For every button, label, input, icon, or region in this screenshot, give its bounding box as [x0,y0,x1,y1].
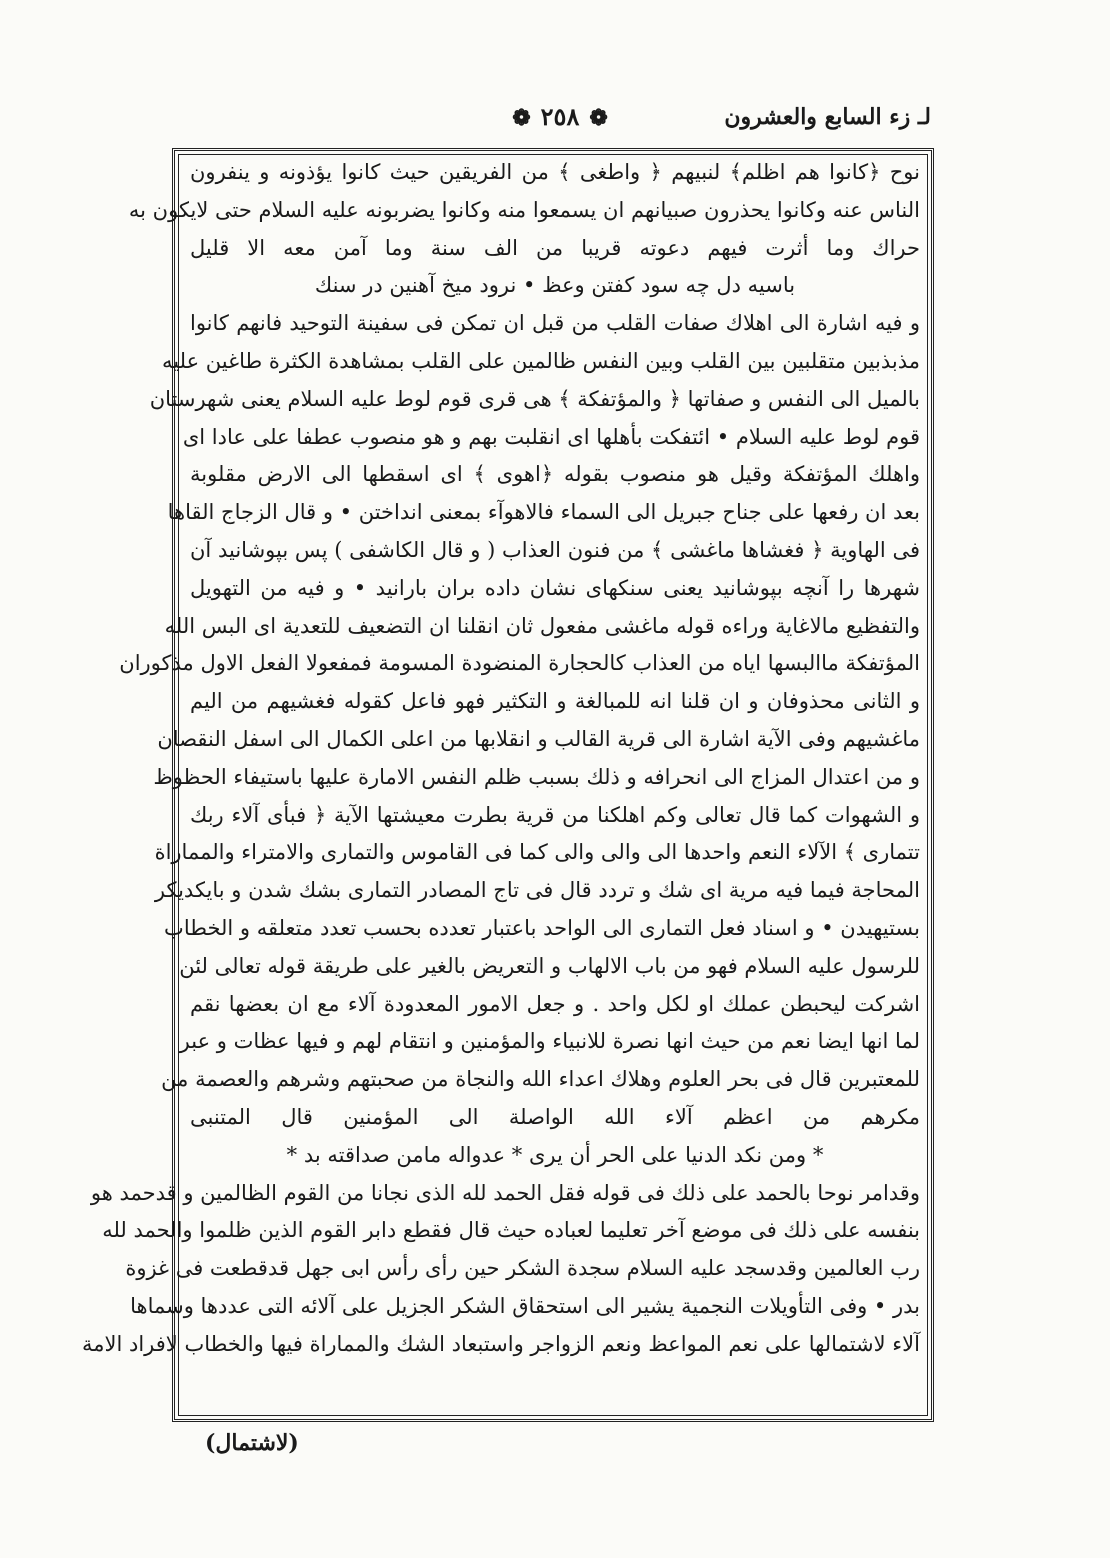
text-line: لما انها ايضا نعم من حيث انها نصرة للانبياء والمؤمنين و انتقام لهم و فيها عظات و عبر [179,1029,920,1054]
text-line: فى الهاوية ﴿ فغشاها ماغشى ﴾ من فنون العذاب ( و قال الكاشفى ) پس بپوشانيد آن [190,537,920,562]
text-line: للمعتبرين قال فى بحر العلوم وهلاك اعداء الله والنجاة من صحبتهم وشرهم والعصمة من [161,1067,920,1092]
text-line: وقدامر نوحا بالحمد على ذلك فى قوله فقل الحمد لله الذى نجانا من القوم الظالمين و قدحمد هو [90,1180,920,1205]
text-line: واهلك المؤتفكة وقيل هو منصوب بقوله ﴿اهوى ﴾ اى اسقطها الى الارض مقلوبة [190,462,920,487]
page-header [175,104,935,144]
text-line: آلاء لاشتمالها على نعم المواعظ ونعم الزواجر واستبعاد الشك والمماراة فيها والخطاب لافراد الامة [81,1331,920,1356]
text-line: المحاجة فيما فيه مرية اى شك و تردد قال فى تاج المصادر التمارى بشك شدن و بايكديكر [154,878,920,903]
text-line: قوم لوط عليه السلام • ائتفكت بأهلها اى انقلبت بهم و هو منصوب عطفا على عادا اى [182,424,920,449]
text-line: مذبذبين متقلبين بين القلب وبين النفس ظالمين على القلب بمشاهدة الكثرة طاغين عليه [162,348,920,373]
text-line: بعد ان رفعها على جناح جبريل الى السماء فالاهوآء بمعنى انداختن • و قال الزجاج القاها [167,500,920,525]
ornament-left-icon: ❁ [589,105,608,131]
text-line: و الثانى محذوفان و ان قلنا انه للمبالغة و التكثير فهو فاعل كقوله فغشيهم من اليم [190,689,920,714]
running-title: لـ زء السابع والعشرون [724,104,931,130]
body-text [81,154,920,1416]
text-line: المؤتفكة ماالبسها اياه من العذاب كالحجارة المنضودة المسومة فمفعولا الفعل الاول مذكوران [119,651,920,676]
page-number: ٢٥٨ [540,102,580,131]
text-line: بدر • وفى التأويلات النجمية يشير الى استحقاق الشكر الجزيل على آلائه التى عددها وسماها [130,1293,920,1318]
verse-line: باسيه دل چه سود كفتن وعظ • نرود ميخ آهنين در سنك [314,273,796,298]
text-line: تتمارى ﴾ الآلاء النعم واحدها الى والى والى كما فى القاموس والتمارى والامتراء والمماراة [154,840,920,865]
text-line: اشركت ليحبطن عملك او لكل واحد . و جعل الامور المعدودة آلاء مع ان بعضها نقم [190,991,920,1016]
text-line: نوح ﴿كانوا هم اظلم﴾ لنبيهم ﴿ واطغى ﴾ من الفريقين حيث كانوا يؤذونه و ينفرون [190,160,920,184]
ornament-right-icon: ❁ [512,105,531,131]
text-line: بستيهيدن • و اسناد فعل التمارى الى الواحد باعتبار تعدده بحسب تعدد متعلقه و الخطاب [164,915,920,940]
text-line: والتفظيع مالاغاية وراءه قوله ماغشى مفعول ثان انقلنا ان التضعيف للتعدية اى البس الله [164,613,920,638]
text-line: و فيه اشارة الى اهلاك صفات القلب من قبل ان تمكن فى سفينة التوحيد فانهم كانوا [190,311,920,336]
text-line: الناس عنه وكانوا يحذرون صبيانهم ان يسمعوا منه وكانوا يضربونه عليه السلام حتى لايكون به [128,197,920,222]
text-line: رب العالمين وقدسجد عليه السلام سجدة الشكر حين رأى رأس ابى جهل قدقطعت فى غزوة [125,1256,920,1281]
text-line: للرسول عليه السلام فهو من باب الالهاب و التعريض بالغير على طريقة قوله تعالى لئن [179,953,920,978]
catchword: (لاشتمال) [205,1430,299,1456]
text-line: و من اعتدال المزاج الى انحرافه و ذلك بسبب ظلم النفس الامارة عليها باستيفاء الحظوظ [153,764,920,789]
text-line: بنفسه على ذلك فى موضع آخر تعليما لعباده حيث قال فقطع دابر القوم الذين ظلموا والحمد لله [102,1218,920,1243]
text-line: شهرها را آنچه بپوشانيد يعنى سنكهاى نشان داده بران بارانيد • و فيه من التهويل [190,575,920,600]
verse-line: * ومن نكد الدنيا على الحر أن يرى * عدواله مامن صداقته بد * [286,1142,824,1167]
text-line: بالميل الى النفس و صفاتها ﴿ والمؤتفكة ﴾ هى قرى قوم لوط عليه السلام يعنى شهرستان [149,386,920,411]
page-number-box [485,102,635,131]
text-line: و الشهوات كما قال تعالى وكم اهلكنا من قرية بطرت معيشتها الآية ﴿ فبأى آلاء ربك [190,802,920,827]
text-line: مكرهم من اعظم آلاء الله الواصلة الى المؤمنين قال المتنبى [190,1104,920,1129]
text-line: حراك وما أثرت فيهم دعوته قريبا من الف سنة وما آمن معه الا قليل [190,235,920,260]
text-line: ماغشيهم وفى الآية اشارة الى قرية القالب و انقلابها من اعلى الكمال الى اسفل النقصان [157,726,920,751]
